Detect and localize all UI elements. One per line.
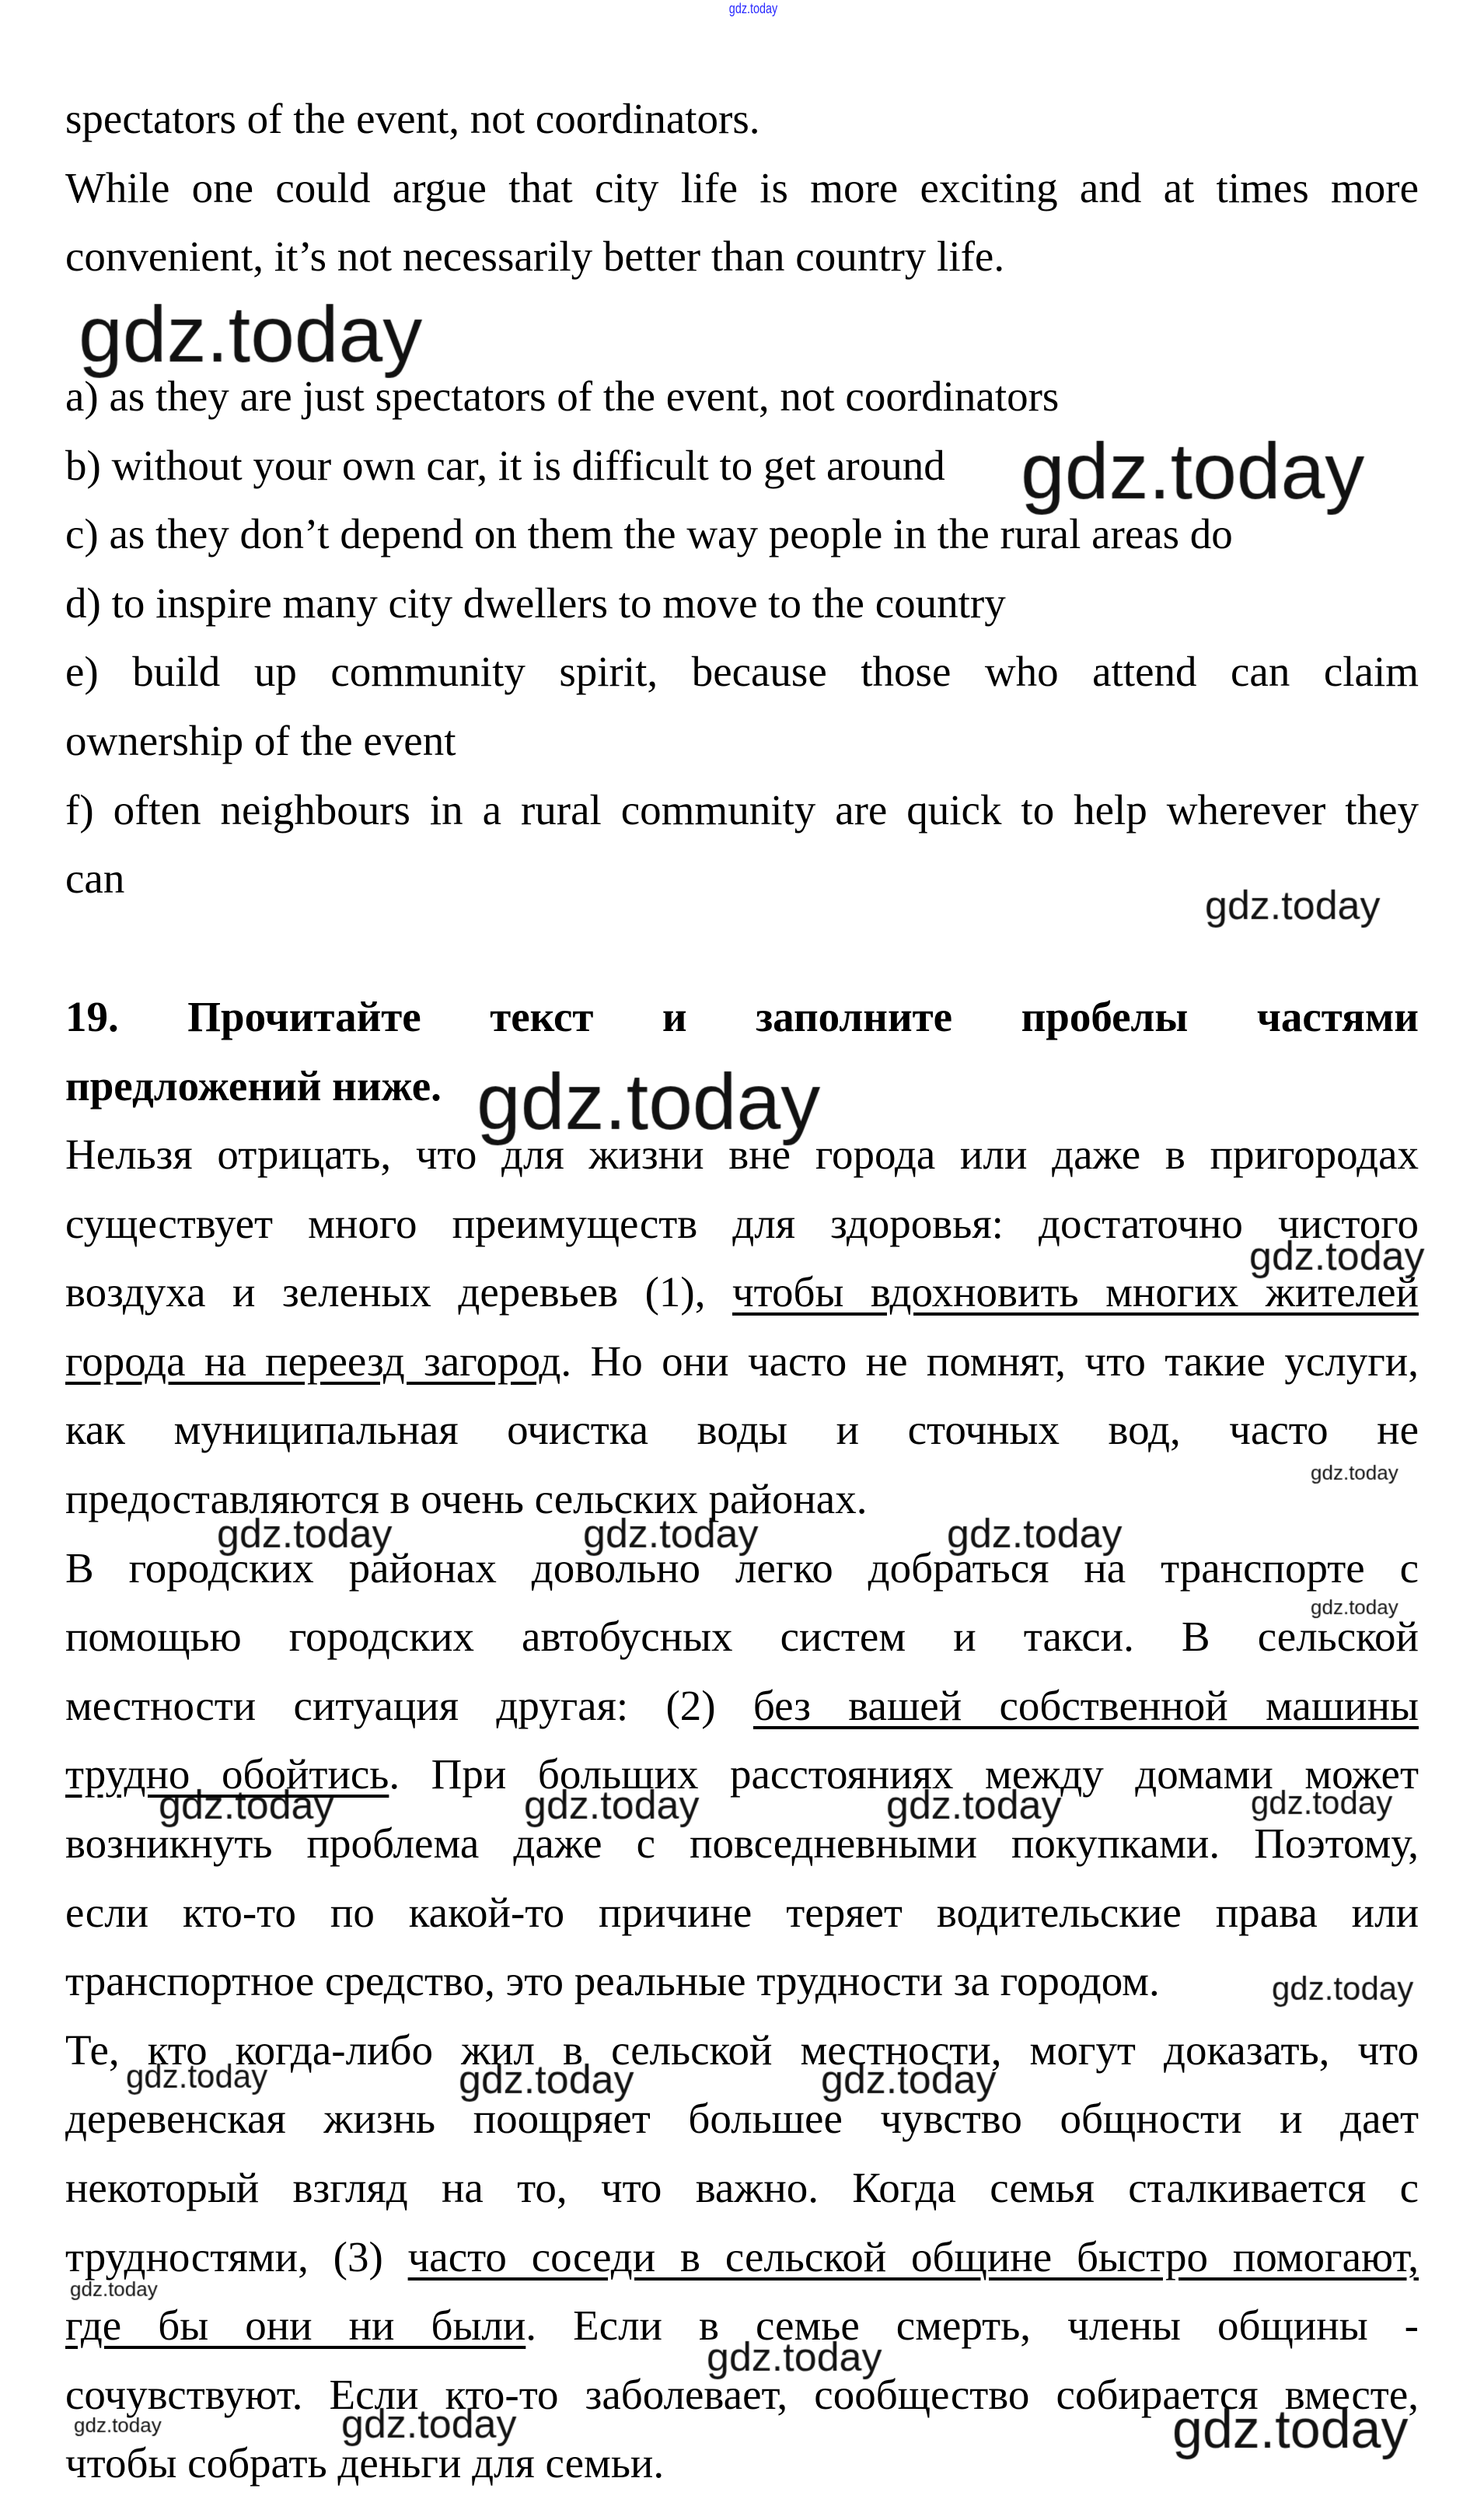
- text-segment: помощью городских автобусных систем и такси. В сельской: [65, 1613, 1419, 1661]
- text-segment: трудностями, (3): [65, 2232, 408, 2281]
- task-body-line: [65, 1672, 1419, 1740]
- answer-option-line: [65, 362, 1059, 431]
- task-body-line: [65, 1120, 1419, 1189]
- text-segment: предоставляются в очень сельских районах.: [65, 1475, 868, 1522]
- filled-answer-text: без вашей собственной машины: [752, 1681, 1419, 1729]
- text-segment: a) as they are just spectators of the event, not coordinators: [65, 372, 1060, 420]
- text-segment: некоторый взгляд на то, что важно. Когда семья сталкивается с: [65, 2164, 1419, 2211]
- filled-answer-text: где бы они ни были: [65, 2302, 526, 2350]
- intro-text-line: [65, 85, 759, 153]
- text-segment: 19. Прочитайте текст и заполните пробелы частями: [65, 993, 1419, 1040]
- text-segment: can: [65, 855, 125, 903]
- text-segment: местности ситуация другая: (2): [65, 1681, 753, 1729]
- task-heading-line: [65, 983, 1419, 1051]
- task-body-line: [65, 2085, 1419, 2153]
- text-segment: воздуха и зеленых деревьев (1),: [65, 1268, 732, 1316]
- text-segment: если кто-то по какой-то причине теряет водительские права или: [65, 1888, 1419, 1936]
- task-body-line: [65, 2429, 664, 2497]
- filled-answer-text: трудно обойтись: [65, 1750, 389, 1798]
- answer-option-line: [65, 569, 1006, 638]
- task-heading-line: [65, 1052, 442, 1120]
- task-body-line: [65, 1809, 1419, 1878]
- text-segment: d) to inspire many city dwellers to move to the country: [65, 578, 1006, 627]
- task-body-line: [65, 1190, 1419, 1258]
- answer-option-line: [65, 500, 1233, 568]
- text-segment: транспортное средство, это реальные трудности за городом.: [65, 1957, 1160, 2005]
- task-body-line: [65, 2291, 1419, 2360]
- task-body-line: [65, 1534, 1419, 1603]
- task-body-line: [65, 1879, 1419, 1947]
- answer-option-line: [65, 638, 1419, 706]
- task-body-line: [65, 1396, 1419, 1464]
- text-segment: spectators of the event, not coordinators.: [65, 95, 760, 142]
- task-body-line: [65, 1258, 1419, 1326]
- task-body-line: [65, 1465, 867, 1533]
- task-body-line: [65, 1740, 1419, 1809]
- text-segment: . Но они часто не помнят, что такие услуги,: [560, 1337, 1419, 1385]
- task-body-line: [65, 2361, 1419, 2429]
- task-body-line: [65, 2154, 1419, 2222]
- task-body-line: [65, 1947, 1160, 2015]
- text-segment: While one could argue that city life is more exciting and at times more: [65, 163, 1419, 211]
- task-body-line: [65, 2016, 1419, 2085]
- task-body-line: [65, 1603, 1419, 1671]
- text-segment: f) often neighbours in a rural community are quick to help wherever they: [65, 785, 1419, 834]
- filled-answer-text: часто соседи в сельской общине быстро помогают,: [407, 2232, 1419, 2281]
- text-segment: Нельзя отрицать, что для жизни вне города или даже в пригородах: [65, 1131, 1419, 1178]
- filled-answer-text: города на переезд загород: [65, 1337, 561, 1385]
- task-body-line: [65, 1327, 1419, 1396]
- intro-text-line: [65, 222, 1004, 291]
- answer-option-line: [65, 776, 1419, 844]
- text-segment: предложений ниже.: [65, 1061, 442, 1110]
- answer-option-line: [65, 432, 945, 500]
- text-segment: c) as they don’t depend on them the way people in the rural areas do: [65, 510, 1233, 558]
- answer-option-line: [65, 844, 124, 913]
- text-segment: convenient, it’s not necessarily better than country life.: [65, 232, 1005, 281]
- text-segment: существует много преимуществ для здоровья: достаточно чистого: [65, 1199, 1419, 1247]
- text-segment: как муниципальная очистка воды и сточных вод, часто не: [65, 1406, 1419, 1454]
- filled-answer-text: чтобы вдохновить многих жителей: [732, 1268, 1419, 1316]
- text-segment: возникнуть проблема даже с повседневными покупками. Поэтому,: [65, 1819, 1419, 1867]
- text-segment: ownership of the event: [65, 717, 456, 764]
- text-segment: e) build up community spirit, because those who attend can claim: [65, 648, 1419, 696]
- text-segment: . Если в семье смерть, члены общины -: [526, 2302, 1419, 2350]
- task-body-line: [65, 2223, 1419, 2291]
- text-segment: деревенская жизнь поощряет большее чувство общности и дает: [65, 2095, 1419, 2143]
- text-segment: b) without your own car, it is difficult to get around: [65, 441, 945, 489]
- text-segment: . При больших расстояниях между домами может: [389, 1750, 1419, 1798]
- intro-text-line: [65, 154, 1419, 222]
- text-segment: Те, кто когда-либо жил в сельской местности, могут доказать, что: [65, 2025, 1419, 2074]
- text-segment: чтобы собрать деньги для семьи.: [65, 2439, 665, 2487]
- header-watermark: gdz.today: [728, 1, 778, 16]
- text-segment: сочувствуют. Если кто-то заболевает, сообщество собирается вместе,: [65, 2370, 1419, 2418]
- text-segment: В городских районах довольно легко добраться на транспорте с: [65, 1543, 1419, 1592]
- answer-option-line: [65, 707, 456, 775]
